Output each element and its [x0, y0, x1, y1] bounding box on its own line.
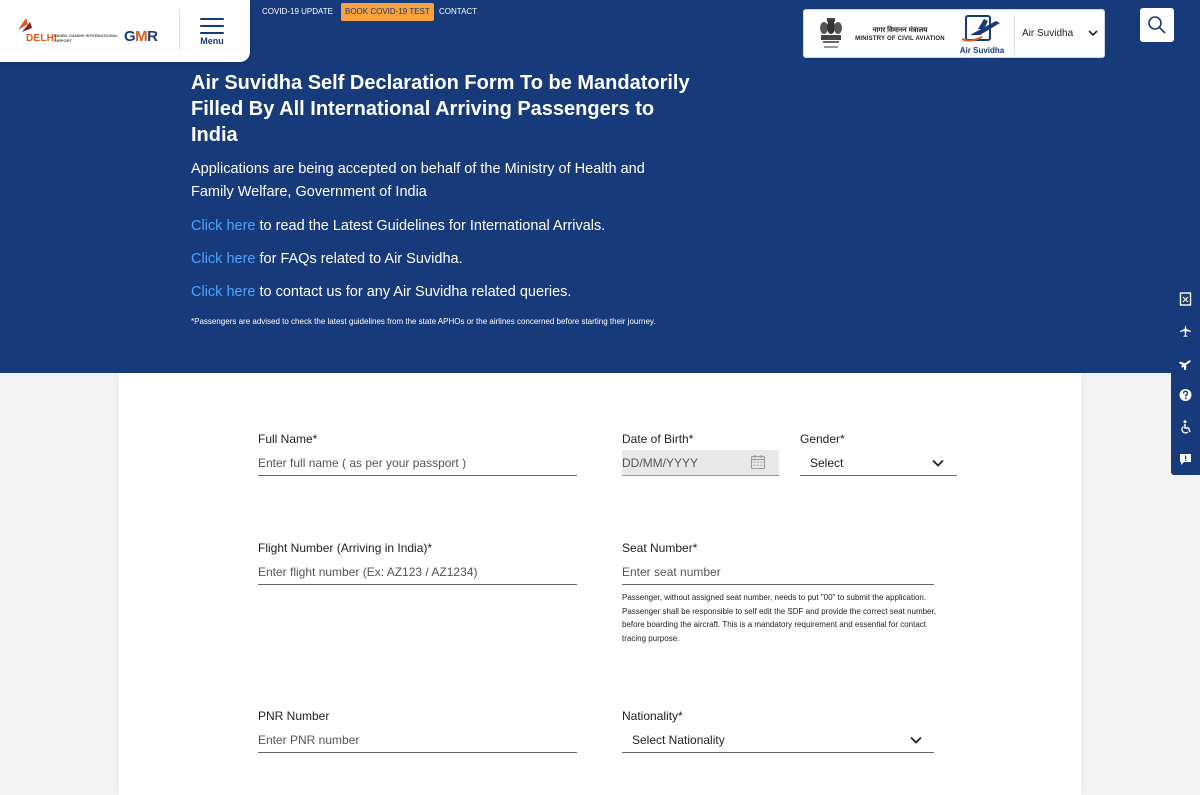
side-tool-arrival[interactable] [1171, 347, 1200, 379]
side-toolbar [1171, 281, 1200, 475]
flight-number-field [258, 541, 577, 591]
gender-select[interactable] [800, 450, 957, 476]
contact-text: to contact us for any Air Suvidha related queries. [255, 284, 572, 300]
side-tool-document[interactable] [1171, 283, 1200, 315]
dob-label: Date of Birth* [622, 432, 694, 446]
ministry-text [848, 26, 952, 43]
side-tool-departure[interactable] [1171, 315, 1200, 347]
ministry-english: MINISTRY OF CIVIL AVIATION [855, 36, 945, 42]
feedback-icon [1179, 452, 1192, 466]
logo-divider [179, 10, 180, 50]
faq-text: for FAQs related to Air Suvidha. [255, 251, 463, 267]
contact-link[interactable]: Click here [191, 284, 256, 300]
air-suvidha-logo [956, 13, 1012, 57]
nav-book-covid-test-button[interactable]: BOOK COVID-19 TEST [341, 3, 434, 21]
full-name-label: Full Name* [258, 432, 318, 446]
delhi-logo-mark-icon [16, 16, 34, 34]
declaration-form [119, 373, 1081, 795]
chevron-down-icon [932, 459, 944, 467]
side-tool-feedback[interactable] [1171, 443, 1200, 475]
flight-number-input[interactable] [258, 559, 577, 585]
faq-line [191, 249, 711, 269]
calendar-icon[interactable] [750, 454, 766, 470]
gmr-logo[interactable] [124, 28, 158, 45]
full-name-input[interactable] [258, 450, 577, 476]
delhi-logo-text: DELHI [26, 33, 57, 44]
chevron-down-icon [910, 736, 922, 744]
accessibility-icon [1179, 420, 1192, 434]
hero-description: Applications are being accepted on behalf of the Ministry of Health and Family Welfare, Government of India [191, 161, 645, 200]
gender-label: Gender* [800, 432, 845, 446]
plane-departure-icon [1179, 324, 1192, 338]
full-name-field [258, 432, 577, 482]
air-suvidha-dropdown-label: Air Suvidha [1022, 28, 1074, 39]
nationality-field [622, 709, 934, 759]
menu-button[interactable] [186, 12, 238, 52]
search-icon [1147, 15, 1167, 35]
ministry-divider [1014, 14, 1015, 54]
page-title: Air Suvidha Self Declaration Form To be Mandatorily Filled By All International Arriving Passengers to India [191, 72, 690, 146]
gender-select-value: Select [810, 456, 844, 470]
document-icon [1179, 292, 1192, 306]
guidelines-line [191, 216, 711, 236]
plane-arrival-icon [1179, 356, 1192, 370]
hero-note: *Passengers are advised to check the latest guidelines from the state APHOs or the airlines concerned before starting their journey. [191, 317, 656, 326]
gender-field [800, 432, 957, 482]
nationality-select-value: Select Nationality [632, 733, 725, 747]
nav-contact[interactable]: CONTACT [439, 7, 478, 16]
ministry-card [803, 9, 1105, 58]
seat-number-label: Seat Number* [622, 541, 698, 555]
pnr-field [258, 709, 577, 759]
national-emblem-icon [818, 16, 844, 52]
air-suvidha-dropdown[interactable] [1022, 10, 1104, 57]
air-suvidha-logo-label: Air Suvidha [959, 46, 1005, 55]
hamburger-icon [200, 18, 224, 34]
help-icon [1179, 388, 1192, 402]
menu-label: Menu [200, 36, 224, 46]
gmr-logo-g: G [124, 28, 136, 45]
ministry-hindi: नागर विमानन मंत्रालय [872, 27, 928, 34]
pnr-input[interactable] [258, 727, 577, 753]
delhi-airport-logo[interactable] [16, 16, 116, 46]
gmr-logo-m: M [135, 28, 148, 45]
guidelines-text: to read the Latest Guidelines for International Arrivals. [255, 218, 606, 234]
nationality-label: Nationality* [622, 709, 683, 723]
search-button[interactable] [1140, 8, 1174, 42]
dob-field [622, 432, 779, 482]
guidelines-link[interactable]: Click here [191, 218, 256, 234]
side-tool-help[interactable] [1171, 379, 1200, 411]
logo-card [0, 0, 250, 62]
side-tool-accessibility[interactable] [1171, 411, 1200, 443]
air-suvidha-plane-icon [956, 13, 1008, 47]
gmr-logo-r: R [147, 28, 158, 45]
chevron-down-icon [1088, 29, 1098, 37]
nationality-select[interactable] [622, 727, 934, 753]
delhi-logo-subtext: INDIRA GANDHI INTERNATIONAL AIRPORT [54, 33, 118, 43]
nav-covid-update[interactable]: COVID-19 UPDATE [262, 7, 333, 16]
seat-number-help-text: Passenger, without assigned seat number, needs to put "00" to submit the application. Passenger shall be responsible to self edit the SDF and provide the correct seat number, before boarding the aircraft. This is a mandatory requirement and essential for contact tracing purpose. [622, 593, 936, 643]
contact-line [191, 282, 711, 302]
pnr-label: PNR Number [258, 709, 330, 723]
seat-number-field [622, 541, 934, 651]
seat-number-input[interactable] [622, 559, 934, 585]
faq-link[interactable]: Click here [191, 251, 256, 267]
flight-number-label: Flight Number (Arriving in India)* [258, 541, 433, 555]
